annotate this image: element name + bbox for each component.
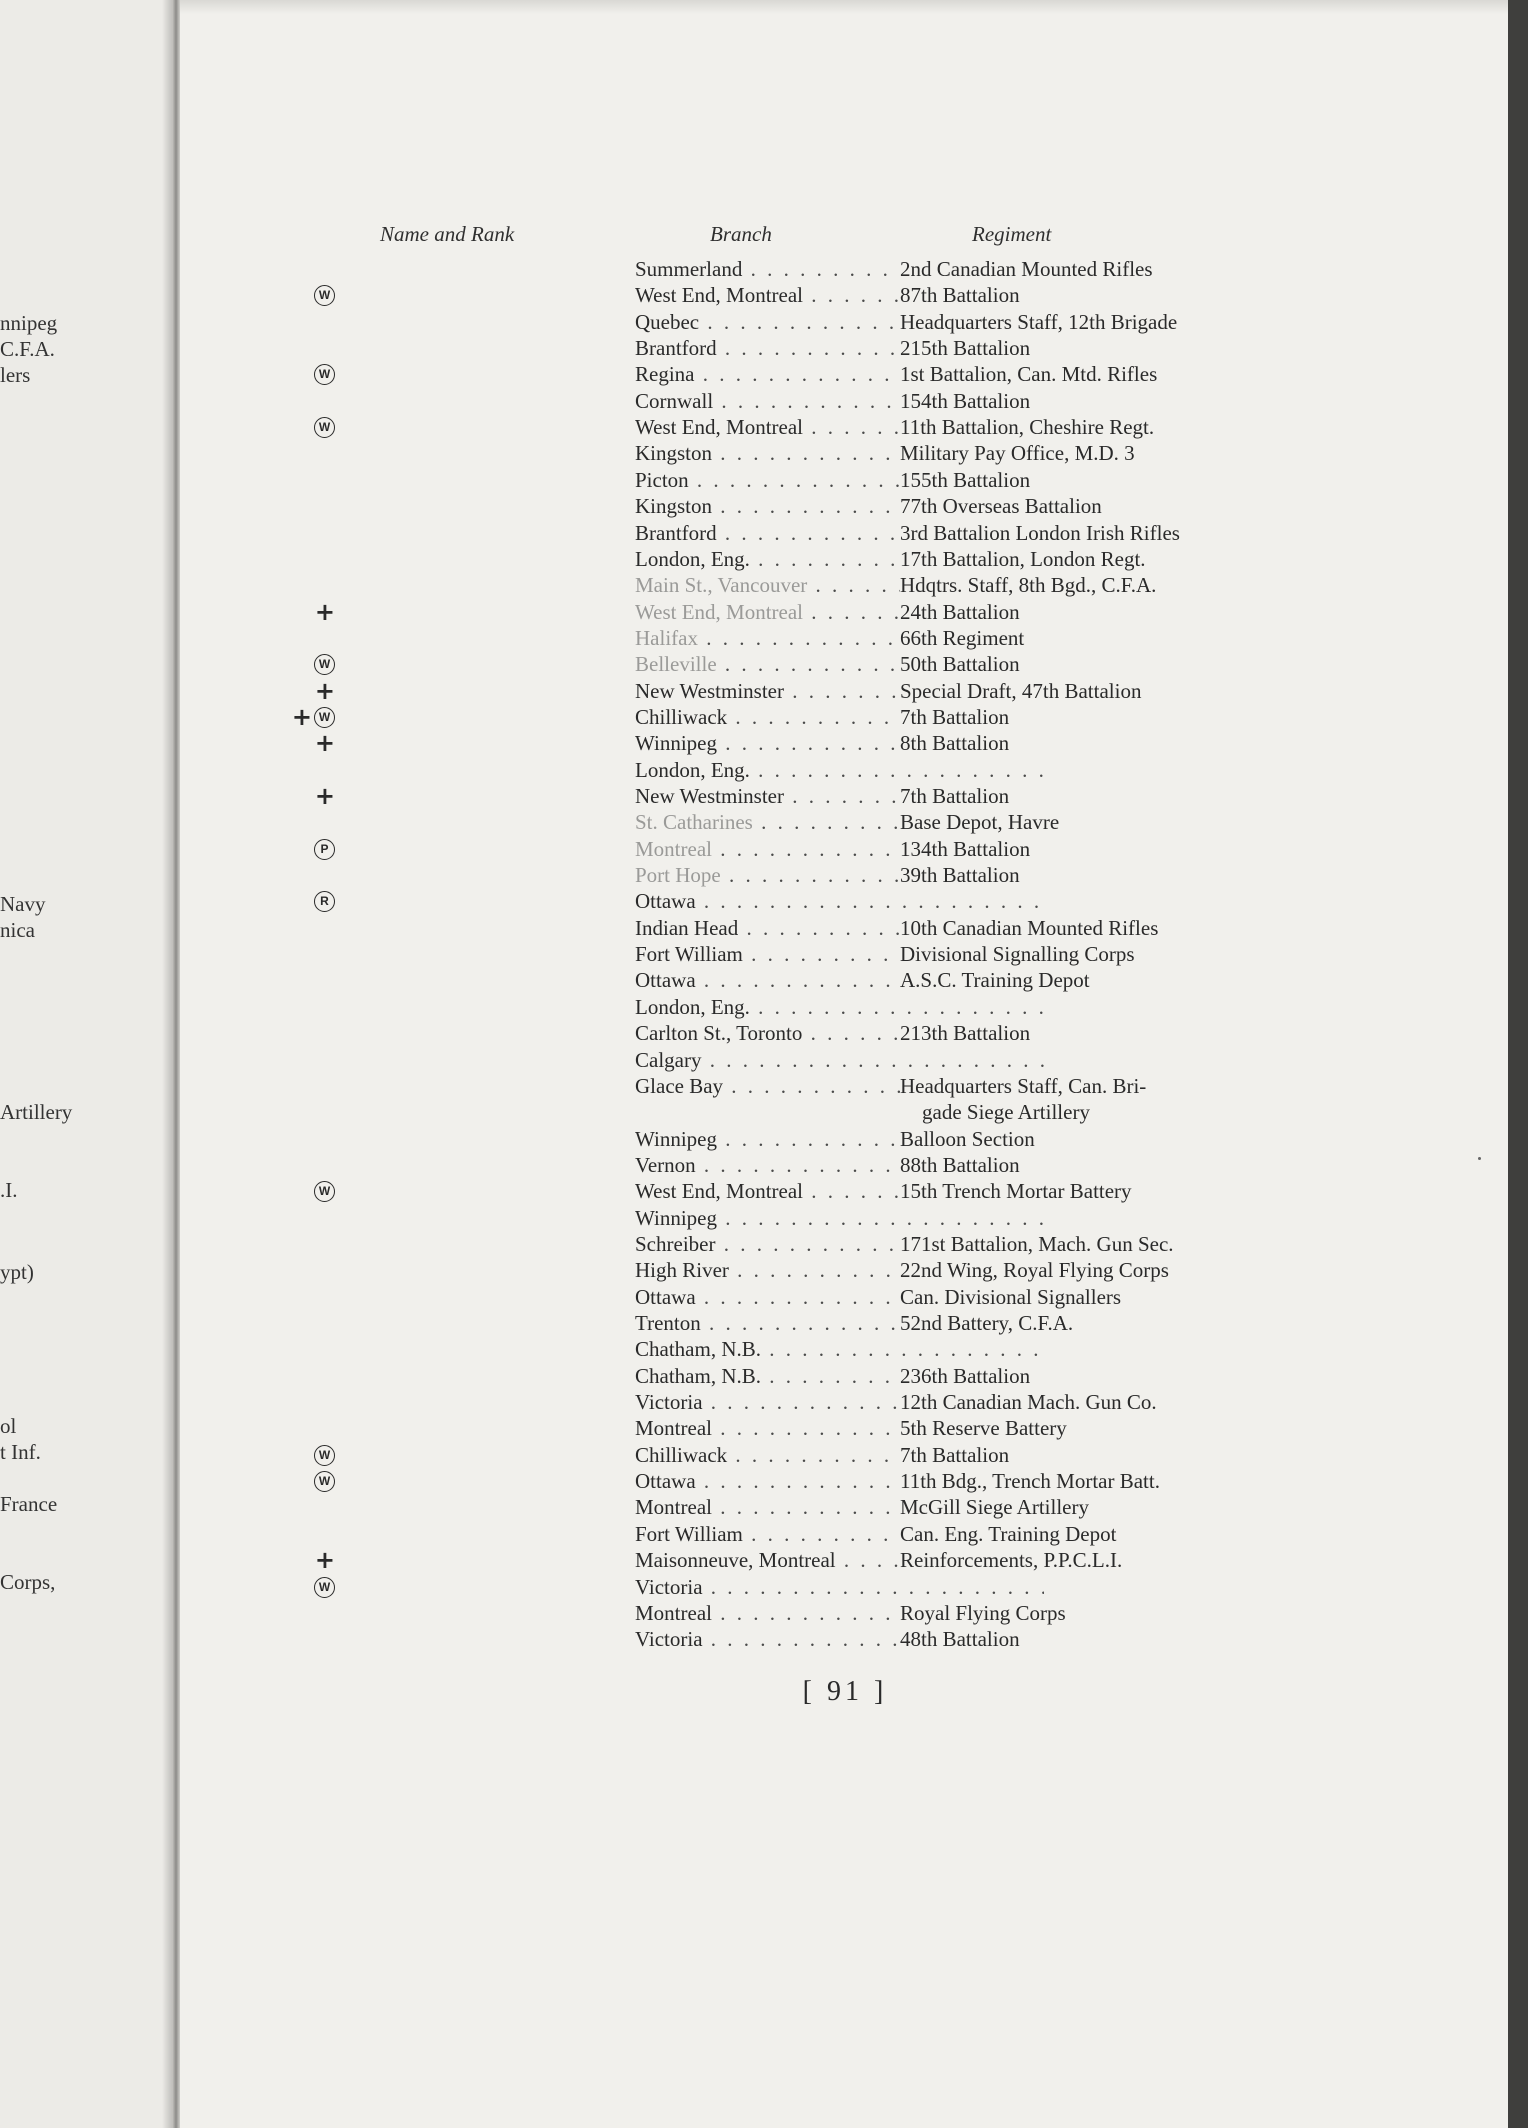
left-margin-line: Corps, — [0, 1570, 56, 1594]
regiment-cell: 2nd Canadian Mounted Rifles — [900, 256, 1460, 282]
branch-text: Schreiber . . . — [635, 1232, 1044, 1256]
branch-text: Cornwall . . . — [635, 389, 1044, 413]
regiment-cell: Military Pay Office, M.D. 3 — [900, 440, 1460, 466]
table-row — [180, 704, 1508, 730]
table-row-continuation — [180, 1099, 1508, 1125]
branch-text: Fort William . . . — [635, 1522, 1044, 1546]
branch-text: Ottawa . . . — [635, 1285, 1044, 1309]
regiment-cell: Headquarters Staff, 12th Brigade — [900, 309, 1460, 335]
regiment-cell: Base Depot, Havre — [900, 809, 1460, 835]
branch-text: West End, Montreal . . . — [635, 283, 1044, 307]
regiment-cell: 5th Reserve Battery — [900, 1415, 1460, 1441]
table-row — [180, 1521, 1508, 1547]
left-margin-line: nnipeg — [0, 311, 58, 335]
regiment-cell: 77th Overseas Battalion — [900, 493, 1460, 519]
branch-text: West End, Montreal . . . — [635, 415, 1044, 439]
regiment-cell: McGill Siege Artillery — [900, 1494, 1460, 1520]
regiment-cell: 50th Battalion — [900, 651, 1460, 677]
table-row — [180, 1073, 1508, 1099]
row-marks — [314, 361, 335, 387]
circled-letter-icon: W — [314, 1445, 335, 1466]
regiment-cell: 7th Battalion — [900, 1442, 1460, 1468]
regiment-cell: 236th Battalion — [900, 1363, 1460, 1389]
page-edge-shadow — [162, 0, 172, 2128]
branch-text: Victoria . . . — [635, 1575, 1044, 1599]
table-row — [180, 1600, 1508, 1626]
branch-text: Brantford . . . — [635, 336, 1044, 360]
circled-letter-icon: W — [314, 285, 335, 306]
circled-letter-icon: W — [314, 654, 335, 675]
table-row — [180, 1257, 1508, 1283]
right-background-edge — [1508, 0, 1528, 2128]
regiment-cell: 66th Regiment — [900, 625, 1460, 651]
branch-text: Picton . . . — [635, 468, 1044, 492]
left-margin-line: .I. — [0, 1178, 18, 1202]
circled-letter-icon: P — [314, 839, 335, 860]
regiment-cell: 8th Battalion — [900, 730, 1460, 756]
row-marks — [314, 1574, 335, 1600]
regiment-cell: 87th Battalion — [900, 282, 1460, 308]
table-row — [180, 1336, 1508, 1362]
branch-text: Ottawa . . . — [635, 889, 1044, 913]
circled-letter-icon: W — [314, 364, 335, 385]
table-row — [180, 809, 1508, 835]
row-marks — [314, 651, 335, 677]
table-row — [180, 1205, 1508, 1231]
book-gutter — [172, 0, 180, 2128]
branch-text: West End, Montreal . . . — [635, 600, 1044, 624]
table-row — [180, 599, 1508, 625]
header-name-and-rank: Name and Rank — [380, 222, 515, 246]
table-row — [180, 836, 1508, 862]
branch-text: Montreal . . . — [635, 1416, 1044, 1440]
table-row — [180, 1494, 1508, 1520]
left-margin-line: Navy — [0, 892, 46, 916]
row-marks — [315, 599, 335, 625]
row-marks — [314, 836, 335, 862]
regiment-cell: 154th Battalion — [900, 388, 1460, 414]
regiment-cell: Balloon Section — [900, 1126, 1460, 1152]
table-row — [180, 361, 1508, 387]
page-number: [ 91 ] — [802, 1676, 888, 1707]
branch-text: London, Eng. . . . — [635, 758, 1044, 782]
table-row — [180, 730, 1508, 756]
regiment-cell: 17th Battalion, London Regt. — [900, 546, 1460, 572]
branch-text: Winnipeg . . . — [635, 1206, 1044, 1230]
branch-cell — [635, 757, 1044, 783]
table-row — [180, 572, 1508, 598]
branch-text: Chatham, N.B. . . . — [635, 1364, 1044, 1388]
table-row — [180, 546, 1508, 572]
table-row — [180, 1547, 1508, 1573]
left-margin-line: C.F.A. — [0, 337, 55, 361]
branch-text: Port Hope . . . — [635, 863, 1044, 887]
branch-cell — [635, 1336, 1044, 1362]
branch-text: Quebec . . . — [635, 310, 1044, 334]
branch-text: West End, Montreal . . . — [635, 1179, 1044, 1203]
branch-text: Montreal . . . — [635, 1495, 1044, 1519]
branch-text: Glace Bay . . . — [635, 1074, 1044, 1098]
regiment-cell: 7th Battalion — [900, 704, 1460, 730]
regiment-cell: A.S.C. Training Depot — [900, 967, 1460, 993]
branch-text: St. Catharines . . . — [635, 810, 1044, 834]
left-margin-line: nica — [0, 918, 35, 942]
regiment-cell: 213th Battalion — [900, 1020, 1460, 1046]
table-row — [180, 941, 1508, 967]
branch-cell — [635, 1047, 1044, 1073]
deceased-cross-icon: + — [314, 729, 335, 757]
table-row — [180, 388, 1508, 414]
regiment-cell: 15th Trench Mortar Battery — [900, 1178, 1460, 1204]
branch-text: Chilliwack . . . — [635, 705, 1044, 729]
branch-cell — [635, 1574, 1044, 1600]
row-marks — [315, 678, 335, 704]
regiment-cell-continuation: gade Siege Artillery — [922, 1100, 1090, 1124]
branch-text: Kingston . . . — [635, 441, 1044, 465]
branch-text: Maisonneuve, Montreal . . . — [635, 1548, 1044, 1572]
table-row — [180, 915, 1508, 941]
table-row — [180, 467, 1508, 493]
branch-text: Kingston . . . — [635, 494, 1044, 518]
table-row — [180, 1415, 1508, 1441]
left-margin-line: ol — [0, 1414, 17, 1438]
left-margin-line: t Inf. — [0, 1440, 41, 1464]
row-marks — [315, 730, 335, 756]
table-row — [180, 1178, 1508, 1204]
table-row — [180, 493, 1508, 519]
branch-text: High River . . . — [635, 1258, 1044, 1282]
table-row — [180, 1152, 1508, 1178]
regiment-cell: 171st Battalion, Mach. Gun Sec. — [900, 1231, 1460, 1257]
regiment-cell: Headquarters Staff, Can. Bri- — [900, 1073, 1460, 1099]
left-margin-line: lers — [0, 363, 31, 387]
table-row — [180, 1020, 1508, 1046]
table-row — [180, 1047, 1508, 1073]
table-row — [180, 520, 1508, 546]
row-marks — [314, 1178, 335, 1204]
regiment-cell: 39th Battalion — [900, 862, 1460, 888]
branch-text: Indian Head . . . — [635, 916, 1044, 940]
regiment-cell: 12th Canadian Mach. Gun Co. — [900, 1389, 1460, 1415]
circled-letter-icon: W — [314, 1577, 335, 1598]
branch-text: Ottawa . . . — [635, 968, 1044, 992]
row-marks — [314, 414, 335, 440]
regiment-cell: 3rd Battalion London Irish Rifles — [900, 520, 1460, 546]
branch-text: London, Eng. . . . — [635, 547, 1044, 571]
branch-text: Ottawa . . . — [635, 1469, 1044, 1493]
row-marks — [292, 704, 335, 730]
table-row — [180, 625, 1508, 651]
branch-text: Belleville . . . — [635, 652, 1044, 676]
table-row — [180, 1363, 1508, 1389]
regiment-cell: 22nd Wing, Royal Flying Corps — [900, 1257, 1460, 1283]
left-margin-line: France — [0, 1492, 58, 1516]
row-marks — [314, 282, 335, 308]
left-page-fragment — [0, 0, 172, 2128]
branch-text: Vernon . . . — [635, 1153, 1044, 1177]
branch-text: London, Eng. . . . — [635, 995, 1044, 1019]
branch-cell — [635, 888, 1044, 914]
table-row — [180, 651, 1508, 677]
table-row — [180, 1389, 1508, 1415]
regiment-cell: 134th Battalion — [900, 836, 1460, 862]
branch-text: Halifax . . . — [635, 626, 1044, 650]
regiment-cell: Royal Flying Corps — [900, 1600, 1460, 1626]
regiment-cell: 48th Battalion — [900, 1626, 1460, 1652]
branch-text: New Westminster . . . — [635, 784, 1044, 808]
branch-text: Calgary . . . — [635, 1048, 1044, 1072]
row-marks — [314, 1468, 335, 1494]
table-row — [180, 1310, 1508, 1336]
deceased-cross-icon: + — [314, 782, 335, 810]
paper-speck — [1478, 1157, 1481, 1160]
branch-text: Carlton St., Toronto . . . — [635, 1021, 1044, 1045]
right-page — [180, 0, 1508, 2128]
branch-text: Fort William . . . — [635, 942, 1044, 966]
table-row — [180, 282, 1508, 308]
branch-text: Chilliwack . . . — [635, 1443, 1044, 1467]
regiment-cell: 215th Battalion — [900, 335, 1460, 361]
table-row — [180, 1284, 1508, 1310]
regiment-cell: Hdqtrs. Staff, 8th Bgd., C.F.A. — [900, 572, 1460, 598]
table-row — [180, 757, 1508, 783]
table-row — [180, 1468, 1508, 1494]
header-branch: Branch — [710, 222, 772, 246]
regiment-cell: 155th Battalion — [900, 467, 1460, 493]
circled-letter-icon: R — [314, 891, 335, 912]
regiment-cell: Can. Divisional Signallers — [900, 1284, 1460, 1310]
table-row — [180, 994, 1508, 1020]
table-row — [180, 783, 1508, 809]
regiment-cell: 1st Battalion, Can. Mtd. Rifles — [900, 361, 1460, 387]
circled-letter-icon: W — [314, 417, 335, 438]
table-row — [180, 440, 1508, 466]
branch-cell — [635, 1205, 1044, 1231]
branch-text: Summerland . . . — [635, 257, 1044, 281]
branch-text: Winnipeg . . . — [635, 731, 1044, 755]
deceased-cross-icon: + — [314, 677, 335, 705]
branch-text: Montreal . . . — [635, 837, 1044, 861]
table-row — [180, 967, 1508, 993]
table-row — [180, 678, 1508, 704]
deceased-cross-icon: + — [314, 598, 335, 626]
branch-text: Montreal . . . — [635, 1601, 1044, 1625]
table-row — [180, 256, 1508, 282]
deceased-cross-icon: + — [314, 1546, 335, 1574]
header-regiment: Regiment — [972, 222, 1052, 246]
table-row — [180, 1626, 1508, 1652]
branch-text: Brantford . . . — [635, 521, 1044, 545]
regiment-cell: Divisional Signalling Corps — [900, 941, 1460, 967]
branch-text: Chatham, N.B. . . . — [635, 1337, 1044, 1361]
table-row — [180, 1126, 1508, 1152]
regiment-cell: 24th Battalion — [900, 599, 1460, 625]
page-top-shadow — [180, 0, 1508, 14]
branch-text: New Westminster . . . — [635, 679, 1044, 703]
left-margin-line: Artillery — [0, 1100, 73, 1124]
circled-letter-icon: W — [314, 1471, 335, 1492]
table-row — [180, 1231, 1508, 1257]
regiment-cell: 11th Battalion, Cheshire Regt. — [900, 414, 1460, 440]
table-row — [180, 309, 1508, 335]
branch-text: Regina . . . — [635, 362, 1044, 386]
circled-letter-icon: W — [314, 1181, 335, 1202]
branch-text: Winnipeg . . . — [635, 1127, 1044, 1151]
regiment-cell: 88th Battalion — [900, 1152, 1460, 1178]
regiment-cell: 52nd Battery, C.F.A. — [900, 1310, 1460, 1336]
regiment-cell: 11th Bdg., Trench Mortar Batt. — [900, 1468, 1460, 1494]
regiment-cell: Special Draft, 47th Battalion — [900, 678, 1460, 704]
branch-text: Victoria . . . — [635, 1390, 1044, 1414]
table-row — [180, 1574, 1508, 1600]
row-marks — [314, 888, 335, 914]
branch-text: Victoria . . . — [635, 1627, 1044, 1651]
regiment-cell: Reinforcements, P.P.C.L.I. — [900, 1547, 1460, 1573]
circled-letter-icon: W — [314, 707, 335, 728]
row-marks — [315, 1547, 335, 1573]
deceased-cross-icon: + — [291, 703, 312, 731]
branch-cell — [635, 994, 1044, 1020]
table-row — [180, 414, 1508, 440]
table-row — [180, 1442, 1508, 1468]
left-margin-line: ypt) — [0, 1260, 34, 1284]
regiment-cell: Can. Eng. Training Depot — [900, 1521, 1460, 1547]
table-row — [180, 862, 1508, 888]
regiment-cell: 10th Canadian Mounted Rifles — [900, 915, 1460, 941]
row-marks — [314, 1442, 335, 1468]
row-marks — [315, 783, 335, 809]
branch-text: Main St., Vancouver . . . — [635, 573, 1044, 597]
branch-text: Trenton . . . — [635, 1311, 1044, 1335]
table-row — [180, 335, 1508, 361]
regiment-cell: 7th Battalion — [900, 783, 1460, 809]
table-row — [180, 888, 1508, 914]
